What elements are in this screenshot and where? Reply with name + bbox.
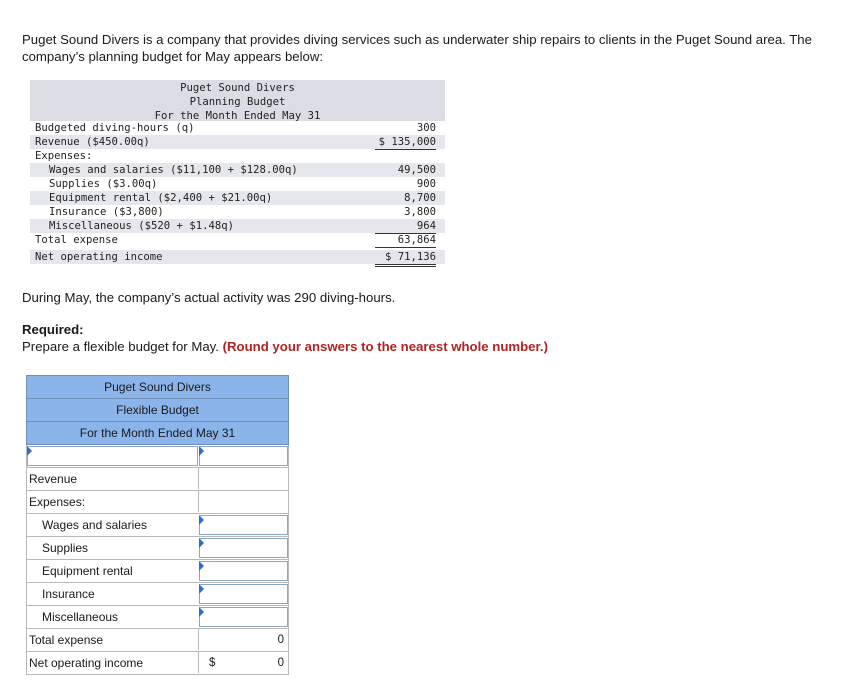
wages-input[interactable] [199,515,288,535]
plan-value-revenue: $ 135,000 [378,136,436,148]
flex-equipment-label: Equipment rental [42,564,133,578]
flex-noi-value: 0 [277,657,284,669]
plan-label-diving-hours: Budgeted diving-hours (q) [35,122,195,134]
flex-noi-label: Net operating income [29,656,144,670]
plan-value-equipment: 8,700 [404,192,436,204]
supplies-input[interactable] [199,538,288,558]
round-note: (Round your answers to the nearest whole number.) [222,339,548,354]
plan-label-total-expense: Total expense [35,234,118,246]
required-section [22,321,548,355]
planning-budget-company: Puget Sound Divers [180,82,295,94]
flex-revenue-label: Revenue [29,472,78,486]
flexible-budget-form [26,375,289,675]
flex-budget-title: Flexible Budget [26,398,289,421]
plan-value-misc: 964 [416,220,436,232]
planning-budget-title: Planning Budget [189,96,286,108]
insurance-input[interactable] [199,584,288,604]
required-instruction: Prepare a flexible budget for May. [22,339,219,354]
flex-misc-label: Miscellaneous [42,610,119,624]
plan-value-insurance: 3,800 [404,206,436,218]
plan-label-supplies: Supplies ($3.00q) [49,178,158,190]
planning-budget-period: For the Month Ended May 31 [154,110,321,122]
plan-label-insurance: Insurance ($3,800) [49,206,164,218]
plan-label-noi: Net operating income [35,251,163,263]
plan-value-diving-hours: 300 [416,122,436,134]
flex-total-expense-label: Total expense [29,633,104,647]
plan-label-wages: Wages and salaries ($11,100 + $128.00q) [49,164,298,176]
required-heading: Required: [22,322,84,337]
miscellaneous-input[interactable] [199,607,288,627]
actual-activity-text: During May, the company’s actual activity was 290 diving-hours. [22,290,396,305]
plan-value-wages: 49,500 [397,164,436,176]
activity-value-input[interactable] [199,446,288,466]
planning-budget-table [30,80,445,264]
plan-label-expenses: Expenses: [35,150,93,162]
plan-value-supplies: 900 [416,178,436,190]
flex-insurance-label: Insurance [42,587,95,601]
flex-budget-company: Puget Sound Divers [26,375,289,398]
flex-total-expense-value: 0 [277,634,284,646]
planning-budget-header [30,80,445,121]
flex-supplies-label: Supplies [42,541,89,555]
plan-label-revenue: Revenue ($450.00q) [35,136,150,148]
plan-value-total-expense: 63,864 [397,234,436,246]
plan-value-noi: $ 71,136 [384,251,436,263]
intro-paragraph: Puget Sound Divers is a company that provides diving services such as underwater ship repairs to clients in the Puget Sound area. The company’s planning budget for May appears below: [22,32,812,64]
plan-label-equipment: Equipment rental ($2,400 + $21.00q) [49,192,273,204]
flex-noi-currency: $ [209,657,216,669]
equipment-rental-input[interactable] [199,561,288,581]
flex-budget-period: For the Month Ended May 31 [26,421,289,445]
flex-expenses-label: Expenses: [29,495,86,509]
flex-wages-label: Wages and salaries [42,518,147,532]
plan-label-misc: Miscellaneous ($520 + $1.48q) [49,220,234,232]
activity-label-input[interactable] [27,446,198,466]
